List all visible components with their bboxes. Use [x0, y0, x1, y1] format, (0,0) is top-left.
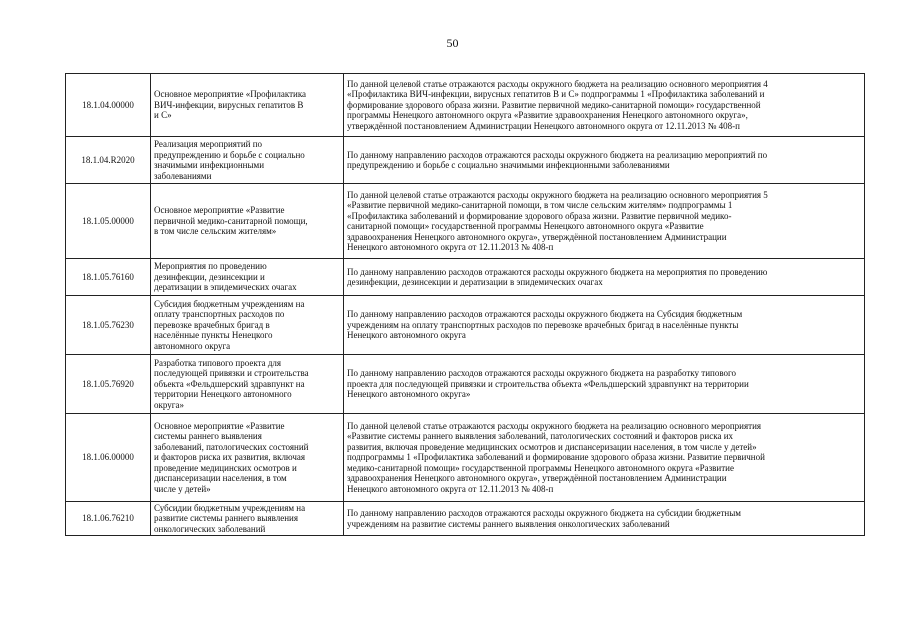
row-name: Мероприятия по проведению дезинфекции, дезинсекции и дератизации в эпидемических очагах: [151, 259, 344, 296]
row-name: Субсидии бюджетным учреждениям на развитие системы раннего выявления онкологических заболеваний: [151, 502, 344, 536]
row-code: 18.1.05.00000: [66, 184, 151, 259]
table-row: [66, 296, 865, 355]
row-description: По данной целевой статье отражаются расходы окружного бюджета на реализацию основного мероприятия «Развитие системы раннего выявления заболеваний, патологических состояний и факторов риска их развития, включая проведение медицинских осмотров и диспансеризации населения, в том числе у детей» подпрограммы 1 «Профилактика заболеваний и формирование здорового образа жизни. Развитие первичной медико-санитарной помощи» государственной программы Ненецкого автономного округа «Развитие здравоохранения Ненецкого автономного округа», утверждённой постановлением Администрации Ненецкого автономного округа от 12.11.2013 № 408-п: [344, 414, 865, 502]
row-description: По данному направлению расходов отражаются расходы окружного бюджета на мероприятия по проведению дезинфекции, дезинсекции и дератизации в эпидемических очагах: [344, 259, 865, 296]
row-code: 18.1.05.76160: [66, 259, 151, 296]
page-number: 50: [446, 36, 459, 50]
row-description: По данному направлению расходов отражаются расходы окружного бюджета на разработку типового проекта для последующей привязки и строительства объекта «Фельдшерский здравпункт на территории Ненецкого автономного округа»: [344, 355, 865, 414]
table-row: [66, 414, 865, 502]
table-row: [66, 502, 865, 536]
row-name: Субсидия бюджетным учреждениям на оплату транспортных расходов по перевозке врачебных бригад в населённые пункты Ненецкого автономного округа: [151, 296, 344, 355]
table-row: [66, 259, 865, 296]
row-description: По данному направлению расходов отражаются расходы окружного бюджета на Субсидия бюджетным учреждениям на оплату транспортных расходов по перевозке врачебных бригад в населённые пункты Ненецкого автономного округа: [344, 296, 865, 355]
budget-classification-table: [65, 73, 865, 536]
table-row: [66, 184, 865, 259]
row-name: Основное мероприятие «Развитие системы раннего выявления заболеваний, патологических состояний и факторов риска их развития, включая проведение медицинских осмотров и диспансеризации населения, в том числе у детей»: [151, 414, 344, 502]
row-code: 18.1.06.00000: [66, 414, 151, 502]
row-code: 18.1.04.00000: [66, 74, 151, 137]
row-name: Разработка типового проекта для последующей привязки и строительства объекта «Фельдшерский здравпункт на территории Ненецкого автономного округа»: [151, 355, 344, 414]
table-body: [66, 74, 865, 536]
row-description: По данному направлению расходов отражаются расходы окружного бюджета на реализацию мероприятий по предупреждению и борьбе с социально значимыми инфекционными заболеваниями: [344, 137, 865, 184]
row-code: 18.1.05.76920: [66, 355, 151, 414]
row-description: По данной целевой статье отражаются расходы окружного бюджета на реализацию основного мероприятия 4 «Профилактика ВИЧ-инфекции, вирусных гепатитов В и С» подпрограммы 1 «Профилактика заболеваний и формирование здорового образа жизни. Развитие первичной медико-санитарной помощи» государственной программы Ненецкого автономного округа «Развитие здравоохранения Ненецкого автономного округа», утверждённой постановлением Администрации Ненецкого автономного округа от 12.11.2013 № 408-п: [344, 74, 865, 137]
row-code: 18.1.06.76210: [66, 502, 151, 536]
row-name: Основное мероприятие «Профилактика ВИЧ-инфекции, вирусных гепатитов В и С»: [151, 74, 344, 137]
table-row: [66, 137, 865, 184]
row-code: 18.1.05.76230: [66, 296, 151, 355]
table-row: [66, 74, 865, 137]
table-row: [66, 355, 865, 414]
row-name: Реализация мероприятий по предупреждению и борьбе с социально значимыми инфекционными заболеваниями: [151, 137, 344, 184]
row-code: 18.1.04.R2020: [66, 137, 151, 184]
row-description: По данному направлению расходов отражаются расходы окружного бюджета на субсидии бюджетным учреждениям на развитие системы раннего выявления онкологических заболеваний: [344, 502, 865, 536]
row-description: По данной целевой статье отражаются расходы окружного бюджета на реализацию основного мероприятия 5 «Развитие первичной медико-санитарной помощи, в том числе сельским жителям» подпрограммы 1 «Профилактика заболеваний и формирование здорового образа жизни. Развитие первичной медико- санитарной помощи» государственной программы Ненецкого автономного округа «Развитие здравоохранения Ненецкого автономного округа», утверждённой постановлением Администрации Ненецкого автономного округа от 12.11.2013 № 408-п: [344, 184, 865, 259]
row-name: Основное мероприятие «Развитие первичной медико-санитарной помощи, в том числе сельским жителям»: [151, 184, 344, 259]
